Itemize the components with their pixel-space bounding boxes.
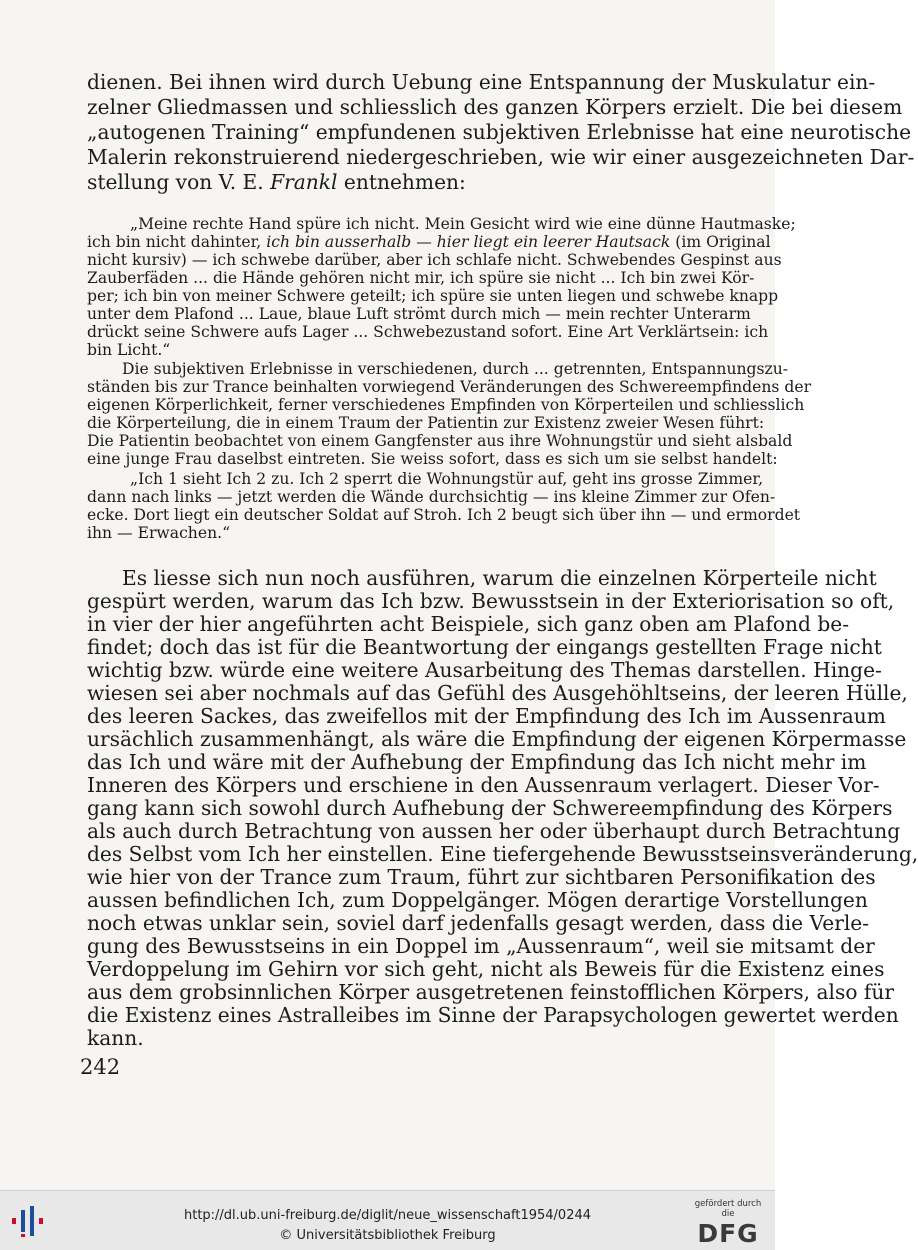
text-run: ich bin nicht dahinter, <box>87 233 267 251</box>
text-line: das Ich und wäre mit der Aufhebung der Empfindung das Ich nicht mehr im <box>87 750 867 774</box>
text-line: als auch durch Betrachtung von aussen her oder überhaupt durch Betrachtung <box>87 819 901 843</box>
footer-bar <box>0 1190 775 1250</box>
text-line: wichtig bzw. würde eine weitere Ausarbeitung des Themas darstellen. Hinge- <box>87 658 882 682</box>
text-line: in vier der hier angeführten acht Beispiele, sich ganz oben am Plafond be- <box>87 612 850 636</box>
quote-line: drückt seine Schwere aufs Lager ... Schwebezustand sofort. Eine Art Verklärtsein: ich <box>87 323 769 341</box>
page-number: 242 <box>80 1055 121 1079</box>
text-line: gung des Bewusstseins in ein Doppel im „Aussenraum“, weil sie mitsamt der <box>87 934 875 958</box>
quote-line: unter dem Plafond ... Laue, blaue Luft strömt durch mich — mein rechter Unterarm <box>87 305 751 323</box>
dfg-logo <box>689 1199 767 1248</box>
text-line: die Existenz eines Astralleibes im Sinne der Parapsychologen gewertet werden <box>87 1003 899 1027</box>
quote-line: Zauberfäden ... die Hände gehören nicht mir, ich spüre sie nicht ... Ich bin zwei Kör- <box>87 269 755 287</box>
text-line: des leeren Sackes, das zweifellos mit der Empfindung des Ich im Aussenraum <box>87 704 886 728</box>
text-run: (im Original <box>670 233 771 251</box>
quote-line: nicht kursiv) — ich schwebe darüber, aber ich schlafe nicht. Schwebendes Gespinst aus <box>87 251 782 269</box>
text-line: aussen befindlichen Ich, zum Doppelgänger. Mögen derartige Vorstellungen <box>87 888 868 912</box>
quote-line: bin Licht.“ <box>87 341 171 359</box>
text-line: noch etwas unklar sein, soviel darf jedenfalls gesagt werden, dass die Verle- <box>87 911 870 935</box>
text-line: „autogenen Training“ empfundenen subjektiven Erlebnisse hat eine neurotische <box>87 120 912 144</box>
text-line: kann. <box>87 1026 144 1050</box>
text-run: stellung von V. E. <box>87 170 271 194</box>
quote-line <box>87 233 771 251</box>
text-line: Die subjektiven Erlebnisse in verschiedenen, durch ... getrennten, Entspannungszu- <box>122 360 789 378</box>
copyright-notice: © Universitätsbibliothek Freiburg <box>279 1228 496 1243</box>
text-line: Die Patientin beobachtet von einem Gangfenster aus ihre Wohnungstür und sieht alsbald <box>87 432 793 450</box>
text-line: ursächlich zusammenhängt, als wäre die Empfindung der eigenen Körpermasse <box>87 727 907 751</box>
text-line: wiesen sei aber nochmals auf das Gefühl des Ausgehöhltseins, der leeren Hülle, <box>87 681 908 705</box>
text-line: findet; doch das ist für die Beantwortung der eingangs gestellten Frage nicht <box>87 635 882 659</box>
text-line: die Körperteilung, die in einem Traum der Patientin zur Existenz zweier Wesen führt: <box>87 414 765 432</box>
permalink-url[interactable]: http://dl.ub.uni-freiburg.de/diglit/neue_wissenschaft1954/0244 <box>183 1208 592 1223</box>
text-line: eigenen Körperlichkeit, ferner verschiedenes Empfinden von Körperteilen und schliesslich <box>87 396 805 414</box>
text-line: Verdoppelung im Gehirn vor sich geht, nicht als Beweis für die Existenz eines <box>87 957 885 981</box>
text-line: ständen bis zur Trance beinhalten vorwiegend Veränderungen des Schwereempfindens der <box>87 378 812 396</box>
dfg-mark: DFG <box>697 1219 759 1248</box>
author-name: Frankl <box>270 170 338 194</box>
dfg-caption: gefördert durch die <box>694 1199 762 1219</box>
text-line: Malerin rekonstruierend niedergeschrieben, wie wir einer ausgezeichneten Dar- <box>87 145 915 169</box>
text-line: eine junge Frau daselbst eintreten. Sie weiss sofort, dass es sich um sie selbst handelt: <box>87 450 778 468</box>
quote-line: dann nach links — jetzt werden die Wände durchsichtig — ins kleine Zimmer zur Ofen- <box>87 488 776 506</box>
italic-text: ich bin ausserhalb — hier liegt ein leerer Hautsack <box>266 233 671 251</box>
quote-line: per; ich bin von meiner Schwere geteilt; ich spüre sie unten liegen und schwebe knapp <box>87 287 779 305</box>
text-line: dienen. Bei ihnen wird durch Uebung eine Entspannung der Muskulatur ein- <box>87 70 876 94</box>
text-line: zelner Gliedmassen und schliesslich des ganzen Körpers erzielt. Die bei diesem <box>87 95 903 119</box>
text-line <box>87 170 741 194</box>
quote-line: „Meine rechte Hand spüre ich nicht. Mein Gesicht wird wie eine dünne Hautmaske; <box>130 215 796 233</box>
quote-line: ecke. Dort liegt ein deutscher Soldat auf Stroh. Ich 2 beugt sich über ihn — und ermordet <box>87 506 801 524</box>
text-line: Inneren des Körpers und erschiene in den Aussenraum verlagert. Dieser Vor- <box>87 773 880 797</box>
quote-line: „Ich 1 sieht Ich 2 zu. Ich 2 sperrt die Wohnungstür auf, geht ins grosse Zimmer, <box>130 470 764 488</box>
quote-line: ihn — Erwachen.“ <box>87 524 231 542</box>
text-line: aus dem grobsinnlichen Körper ausgetretenen feinstofflichen Körpers, also für <box>87 980 895 1004</box>
text-run: entnehmen: <box>337 170 466 194</box>
text-line: gespürt werden, warum das Ich bzw. Bewusstsein in der Exteriorisation so oft, <box>87 589 895 613</box>
text-line: des Selbst vom Ich her einstellen. Eine tiefergehende Bewusstseinsveränderung, <box>87 842 918 866</box>
text-line: Es liesse sich nun noch ausführen, warum die einzelnen Körperteile nicht <box>122 566 877 590</box>
text-line: gang kann sich sowohl durch Aufhebung der Schwereempfindung des Körpers <box>87 796 893 820</box>
text-line: wie hier von der Trance zum Traum, führt zur sichtbaren Personifikation des <box>87 865 876 889</box>
